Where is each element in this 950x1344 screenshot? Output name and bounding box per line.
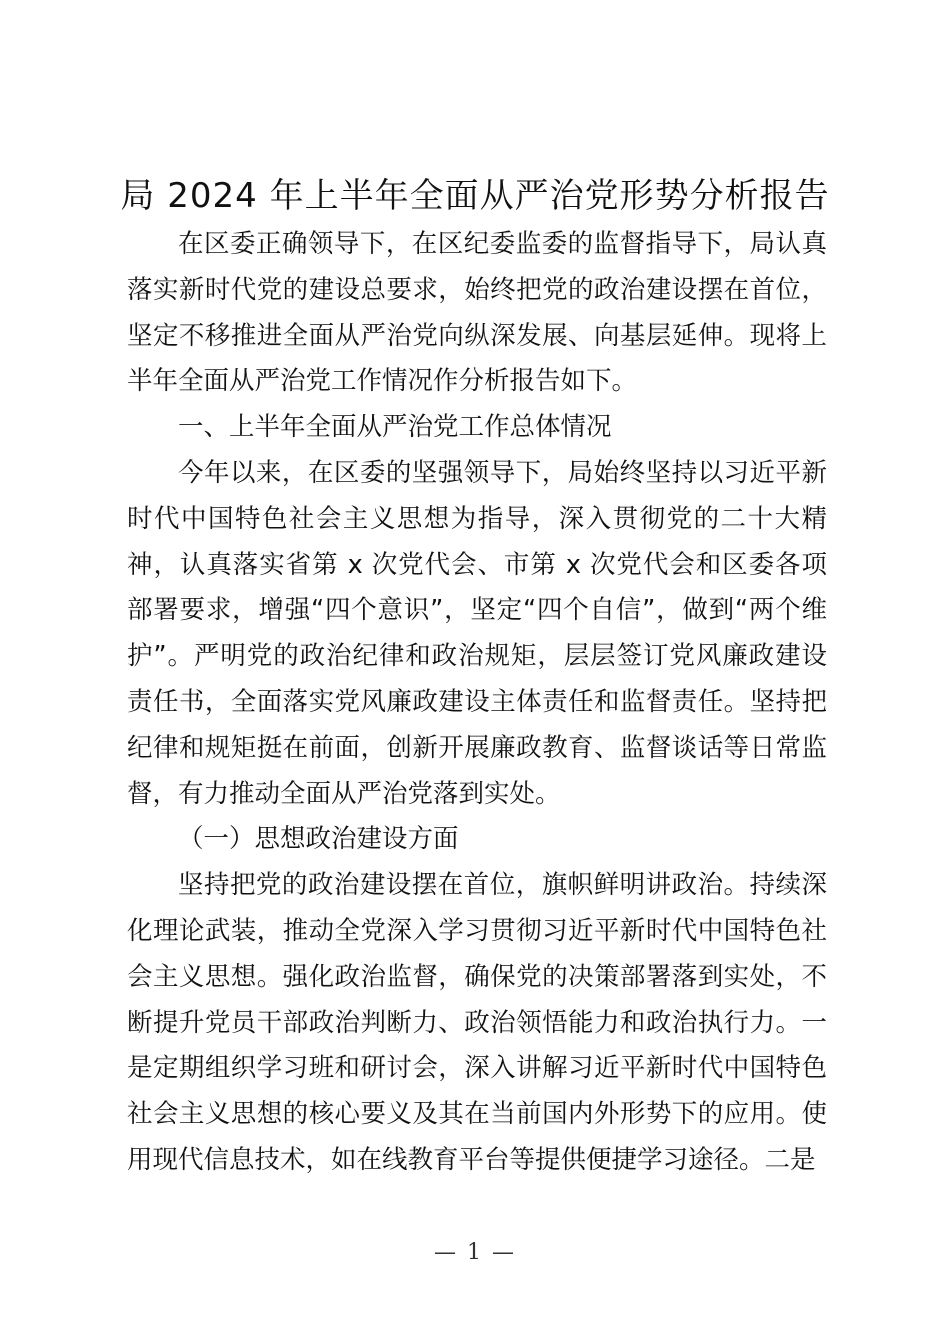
document-body — [127, 222, 827, 1184]
paragraph-ideology: 坚持把党的政治建设摆在首位，旗帜鲜明讲政治。持续深化理论武装，推动全党深入学习贯彻习近平新时代中国特色社会主义思想。强化政治监督，确保党的决策部署落到实处，不断提升党员干部政治判断力、政治领悟能力和政治执行力。一是定期组织学习班和研讨会，深入讲解习近平新时代中国特色社会主义思想的核心要义及其在当前国内外形势下的应用。使用现代信息技术，如在线教育平台等提供便捷学习途径。二是 — [127, 870, 827, 1175]
paragraph-overview: 今年以来，在区委的坚强领导下，局始终坚持以习近平新时代中国特色社会主义思想为指导，深入贯彻党的二十大精神，认真落实省第 x 次党代会、市第 x 次党代会和区委各项部署要求，增强“四个意识”，坚定“四个自信”，做到“两个维护”。严明党的政治纪律和政治规矩，层层签订党风廉政建设责任书，全面落实党风廉政建设主体责任和监督责任。坚持把纪律和规矩挺在前面，创新开展廉政教育、监督谈话等日常监督，有力推动全面从严治党落到实处。 — [127, 457, 827, 809]
page-number: — 1 — — [434, 1240, 516, 1265]
paragraph-intro: 在区委正确领导下，在区纪委监委的监督指导下，局认真落实新时代党的建设总要求，始终把党的政治建设摆在首位，坚定不移推进全面从严治党向纵深发展、向基层延伸。现将上半年全面从严治党工作情况作分析报告如下。 — [127, 229, 827, 397]
subsection-heading-1: （一）思想政治建设方面 — [178, 824, 459, 855]
document-title: 局 2024 年上半年全面从严治党形势分析报告 — [120, 176, 830, 216]
section-heading-1: 一、上半年全面从严治党工作总体情况 — [178, 412, 612, 443]
